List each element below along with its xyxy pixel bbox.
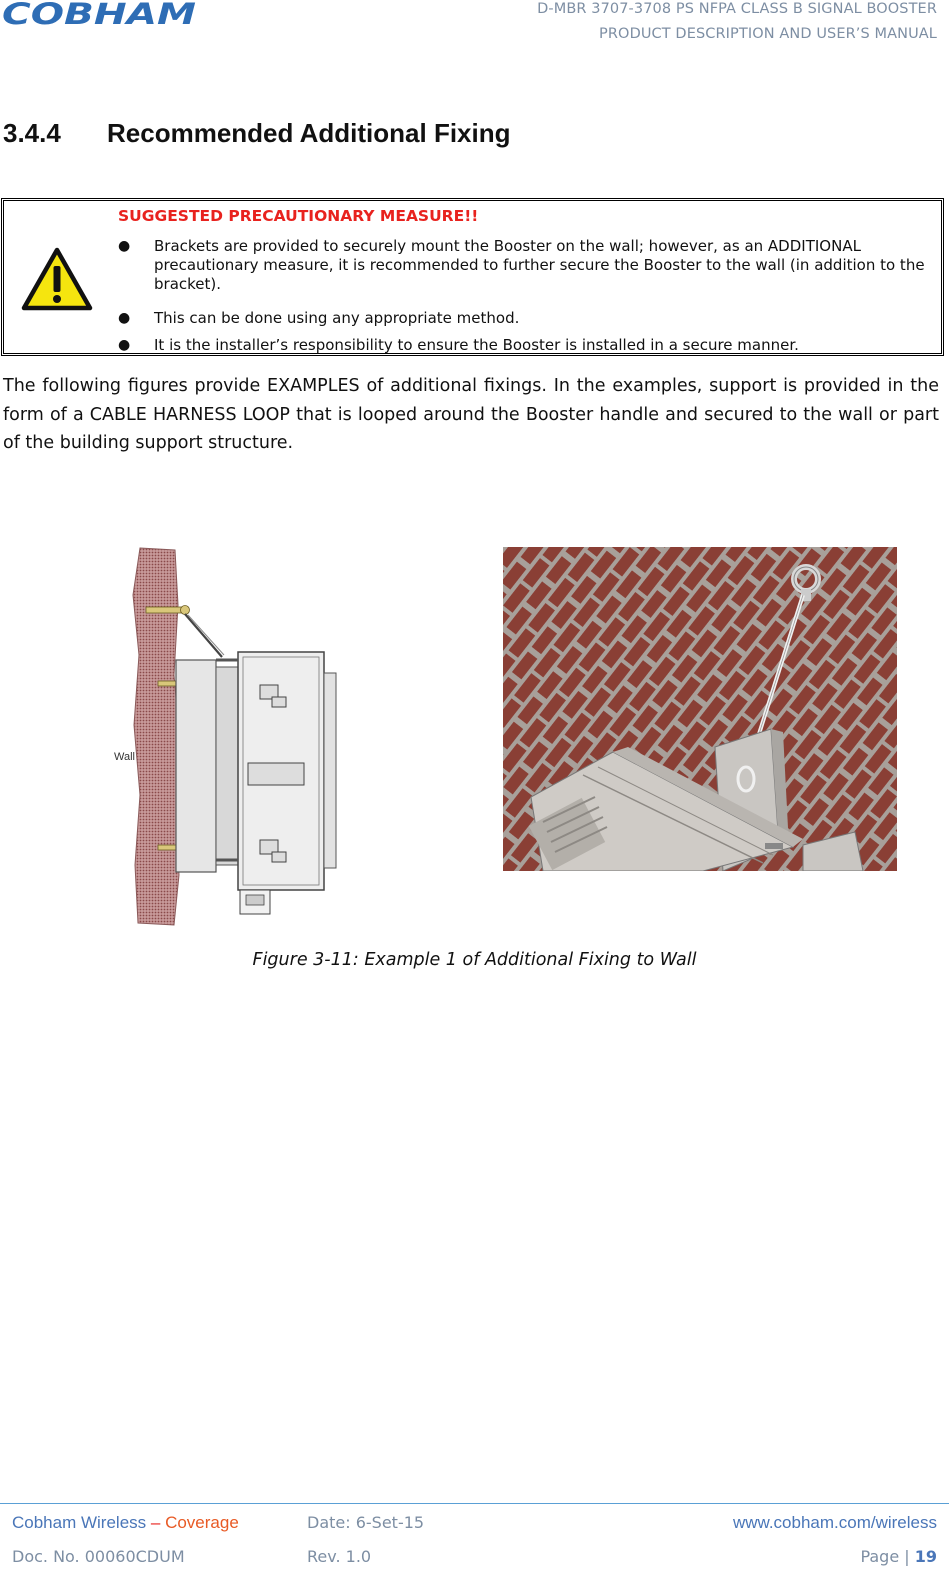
logo-text: COBHAM — [2, 0, 197, 28]
footer-dash: – — [146, 1513, 166, 1532]
footer-doc-number: Doc. No. 00060CDUM — [12, 1547, 185, 1566]
wall-section — [133, 548, 180, 925]
precaution-bullet-1: Brackets are provided to securely mount the Booster on the wall; however, as an ADDITIONAL precautionary measure, it is recommended to further secure the Booster to the wall (in addition to the bracket). — [154, 237, 925, 293]
footer-company — [12, 1513, 239, 1533]
precaution-bullet-3: It is the installer’s responsibility to ensure the Booster is installed in a secure manner. — [154, 336, 799, 354]
footer-division: Coverage — [165, 1513, 239, 1532]
bullet-dot: ● — [118, 238, 131, 254]
bullet-dot: ● — [118, 310, 131, 326]
footer-page — [860, 1547, 937, 1566]
section-heading — [3, 118, 511, 149]
wall-mount-side-view-drawing — [100, 545, 440, 930]
section-title: Recommended Additional Fixing — [107, 118, 511, 148]
bullet-dot: ● — [118, 337, 131, 353]
footer-url-link[interactable]: www.cobham.com/wireless — [732, 1513, 937, 1532]
cobham-logo — [0, 0, 200, 28]
header-title-line2: PRODUCT DESCRIPTION AND USER’S MANUAL — [599, 26, 937, 42]
figure-caption: Figure 3-11: Example 1 of Additional Fixing to Wall — [252, 950, 697, 970]
footer-revision: Rev. 1.0 — [307, 1547, 372, 1566]
header-title-line1: D-MBR 3707-3708 PS NFPA CLASS B SIGNAL BOOSTER — [537, 1, 937, 17]
wall-label: Wall — [114, 751, 135, 763]
section-number: 3.4.4 — [3, 118, 61, 148]
precaution-bullet-2: This can be done using any appropriate method. — [154, 309, 520, 327]
footer-company-name: Cobham Wireless — [12, 1513, 147, 1532]
footer-page-number: 19 — [914, 1547, 937, 1566]
body-paragraph: The following figures provide EXAMPLES of additional fixings. In the examples, support is provided in the form of a CABLE HARNESS LOOP that is looped around the Booster handle and secured to the wall or part of the building support structure. — [3, 376, 939, 453]
footer-page-label: Page | — [860, 1547, 915, 1566]
brick-wall-fixing-render — [503, 547, 897, 871]
footer-divider — [0, 1503, 949, 1504]
precaution-title: SUGGESTED PRECAUTIONARY MEASURE!! — [118, 207, 479, 225]
footer-date: Date: 6-Set-15 — [307, 1513, 425, 1532]
warning-triangle-icon — [20, 246, 94, 312]
